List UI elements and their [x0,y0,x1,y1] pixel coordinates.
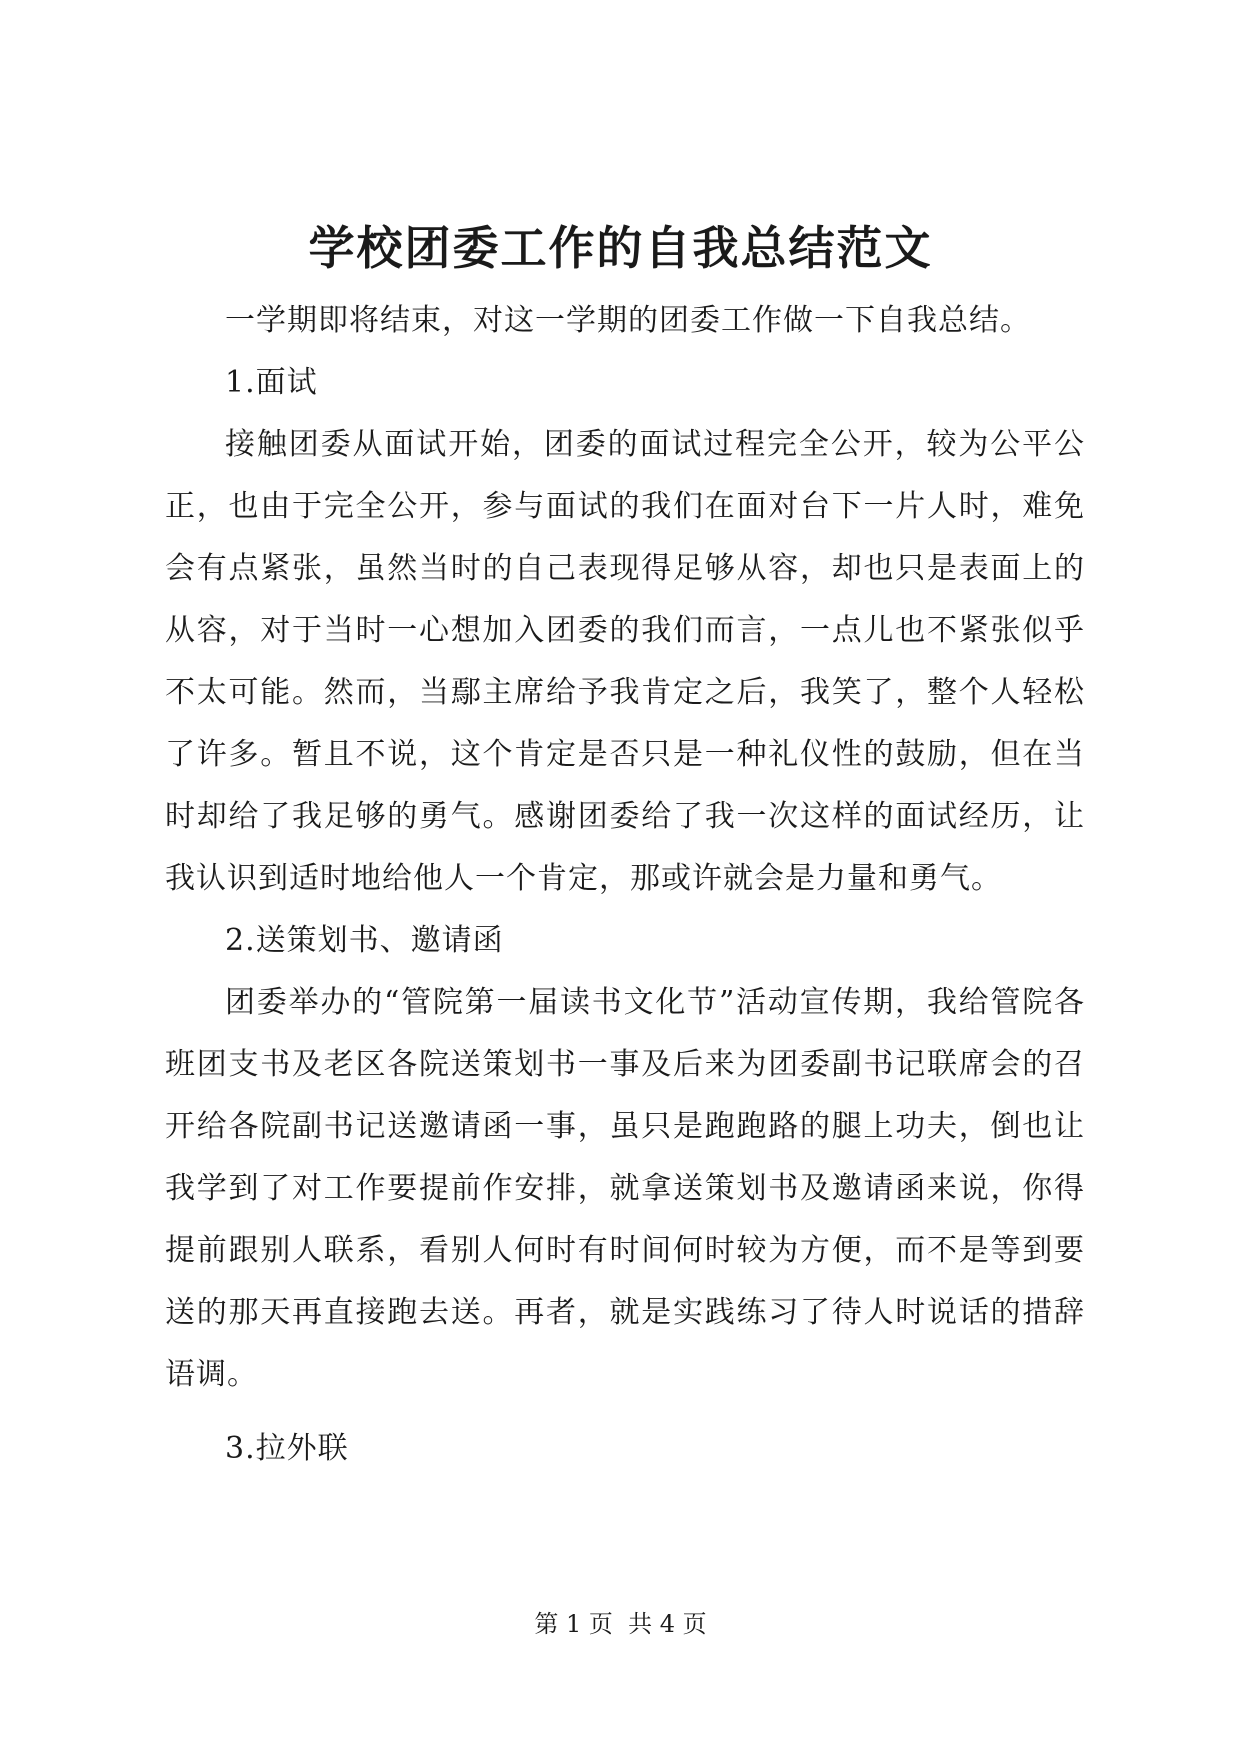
section-heading-delivery: 2.送策划书、邀请函 [225,923,504,958]
section-paragraph-delivery: 团委举办的“管院第一届读书文化节”活动宣传期，我给管院各班团支书及老区各院送策划书一事及后来为团委副书记联席会的召开给各院副书记送邀请函一事，虽只是跑跑路的腿上功夫，倒也让我学到了对工作要提前作安排，就拿送策划书及邀请函来说，你得提前跟别人联系，看别人何时有时间何时较为方便，而不是等到要送的那天再直接跑去送。再者，就是实践练习了待人时说话的措辞语调。 [165,985,1085,1392]
section-heading-interview: 1.面试 [225,365,318,400]
section-paragraph-interview: 接触团委从面试开始，团委的面试过程完全公开，较为公平公正，也由于完全公开，参与面试的我们在面对台下一片人时，难免会有点紧张，虽然当时的自己表现得足够从容，却也只是表面上的从容，对于当时一心想加入团委的我们而言，一点儿也不紧张似乎不太可能。然而，当鄢主席给予我肯定之后，我笑了，整个人轻松了许多。暂且不说，这个肯定是否只是一种礼仪性的鼓励，但在当时却给了我足够的勇气。感谢团委给了我一次这样的面试经历，让我认识到适时地给他人一个肯定，那或许就会是力量和勇气。 [165,427,1085,896]
intro-paragraph: 一学期即将结束，对这一学期的团委工作做一下自我总结。 [225,303,1031,338]
section-heading-sponsorship: 3.拉外联 [225,1431,349,1466]
page-footer [0,1608,1241,1640]
document-title: 学校团委工作的自我总结范文 [308,221,933,275]
page-number: 第 1 页 共 4 页 [534,1610,707,1638]
document-body [165,290,1085,1480]
